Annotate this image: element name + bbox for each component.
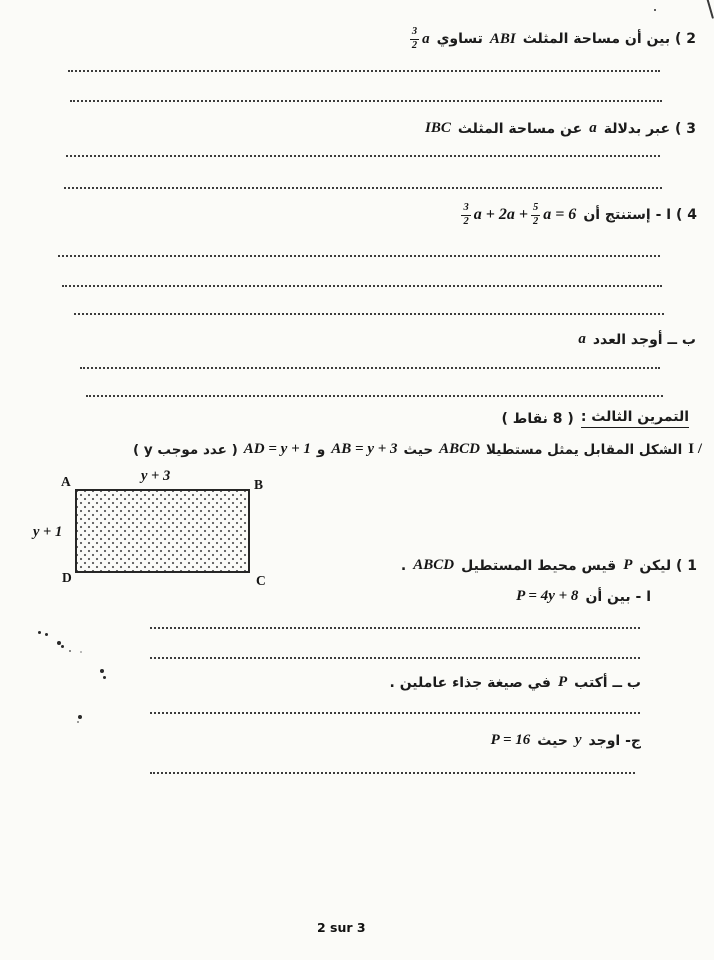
corner-label-a: A bbox=[61, 474, 71, 489]
answer-dotted-line bbox=[150, 657, 640, 659]
ink-speck bbox=[77, 721, 79, 723]
pen-stroke-mark bbox=[706, 0, 714, 19]
fraction-numerator: 3 bbox=[410, 27, 419, 40]
exercise-3-title: التمرين الثالث : bbox=[581, 409, 689, 428]
ink-speck bbox=[100, 669, 104, 673]
q1c-label: ج- اوجد bbox=[588, 732, 641, 749]
three-halves-a-expression bbox=[410, 27, 430, 51]
page-number: 2 sur 3 bbox=[317, 920, 366, 935]
corner-label-d: D bbox=[62, 570, 72, 585]
exercise-3-points: ( 8 نقاط ) bbox=[501, 410, 574, 427]
question-3-label2: عن مساحة المثلث bbox=[457, 120, 583, 137]
ink-speck bbox=[61, 645, 64, 648]
deduced-equation bbox=[461, 203, 576, 227]
q1b-label2: في صيغة جذاء عاملين . bbox=[389, 674, 551, 691]
q1-label2: قيس محيط المستطيل bbox=[461, 557, 617, 574]
corner-label-c: C bbox=[256, 573, 266, 588]
fraction-denominator: 2 bbox=[532, 215, 539, 227]
rectangle-name: ABCD bbox=[439, 441, 480, 457]
perimeter-variable-p: P bbox=[557, 674, 568, 690]
ink-speck bbox=[80, 651, 82, 653]
sentence-period: . bbox=[400, 557, 407, 574]
answer-dotted-line bbox=[74, 313, 664, 315]
answer-dotted-line bbox=[58, 255, 660, 257]
answer-dotted-line bbox=[62, 285, 662, 287]
perimeter-variable-p: P bbox=[623, 557, 633, 573]
exercise-3-intro bbox=[133, 441, 702, 458]
corner-label-b: B bbox=[254, 477, 264, 492]
question-4a bbox=[461, 203, 697, 227]
triangle-ibc-name: IBC bbox=[425, 120, 451, 136]
and-word: و bbox=[316, 441, 326, 458]
answer-dotted-line bbox=[150, 712, 640, 714]
left-side-length-label: y + 1 bbox=[33, 524, 63, 540]
equation-ab: AB = y + 3 bbox=[331, 441, 398, 457]
fraction-numerator: 5 bbox=[531, 203, 540, 216]
positive-number-note: ( y عدد موجب ) bbox=[133, 441, 238, 458]
perimeter-equation: P = 4y + 8 bbox=[516, 588, 579, 604]
q1-label: 1 ) ليكن bbox=[639, 557, 697, 574]
ink-speck bbox=[78, 715, 82, 719]
fraction-five-halves bbox=[531, 203, 540, 227]
rectangle-abcd-figure bbox=[75, 489, 250, 573]
answer-dotted-line bbox=[66, 155, 660, 157]
fraction-numerator: 3 bbox=[461, 203, 470, 216]
equation-middle-2: a = 6 bbox=[543, 206, 577, 223]
answer-dotted-line bbox=[68, 70, 660, 72]
roman-numeral-one: I / bbox=[688, 441, 702, 457]
equals-word: تساوي bbox=[436, 31, 483, 47]
answer-dotted-line bbox=[64, 187, 662, 189]
question-2-label: 2 ) بين أن مساحة المثلث bbox=[522, 31, 696, 47]
answer-dotted-line bbox=[150, 627, 640, 629]
ex3-question-1 bbox=[401, 557, 697, 574]
exercise-3-heading bbox=[502, 409, 689, 428]
answer-dotted-line bbox=[150, 772, 635, 774]
fraction-denominator: 2 bbox=[463, 215, 469, 227]
variable-a: a bbox=[589, 120, 597, 136]
answer-dotted-line bbox=[86, 395, 663, 397]
q1b-label: ب ــ أكتب bbox=[574, 674, 641, 691]
where-word: حيث bbox=[537, 732, 568, 749]
question-3-label: 3 ) عبر بدلالة bbox=[603, 120, 696, 137]
variable-y: y bbox=[574, 732, 582, 748]
variable-a: a bbox=[578, 331, 586, 347]
question-3 bbox=[425, 120, 696, 137]
question-4b bbox=[578, 331, 696, 348]
answer-dotted-line bbox=[70, 100, 662, 102]
ink-speck bbox=[45, 633, 48, 636]
q1a-label: ا - بين أن bbox=[585, 588, 651, 605]
question-4a-label: 4 ) ا - إستنتج أن bbox=[583, 207, 697, 223]
top-side-length-label: y + 3 bbox=[141, 468, 171, 484]
fraction-three-halves bbox=[410, 27, 419, 51]
rectangle-name: ABCD bbox=[413, 557, 455, 573]
ink-speck bbox=[654, 9, 656, 11]
triangle-abi-name: ABI bbox=[489, 30, 516, 47]
ex3-question-1a bbox=[516, 588, 651, 605]
ex3-question-1b bbox=[390, 674, 641, 691]
fraction-denominator: 2 bbox=[411, 39, 418, 51]
answer-dotted-line bbox=[80, 367, 660, 369]
ink-speck bbox=[103, 676, 106, 679]
ex3-question-1c bbox=[491, 732, 641, 749]
question-2 bbox=[410, 27, 696, 51]
equation-ad: AD = y + 1 bbox=[243, 441, 311, 457]
perimeter-value-equation: P = 16 bbox=[490, 732, 531, 748]
fraction-three-halves bbox=[461, 203, 470, 227]
where-word: حيث bbox=[403, 441, 434, 458]
intro-text-1: الشكل المقابل يمثل مستطيلا bbox=[485, 441, 683, 458]
ink-speck bbox=[38, 631, 41, 634]
question-4b-label: ب ــ أوجد العدد bbox=[592, 331, 696, 348]
ink-speck bbox=[69, 650, 71, 652]
ink-speck bbox=[57, 641, 61, 645]
variable-a: a bbox=[422, 30, 430, 47]
equation-middle-1: a + 2a + bbox=[473, 206, 528, 223]
